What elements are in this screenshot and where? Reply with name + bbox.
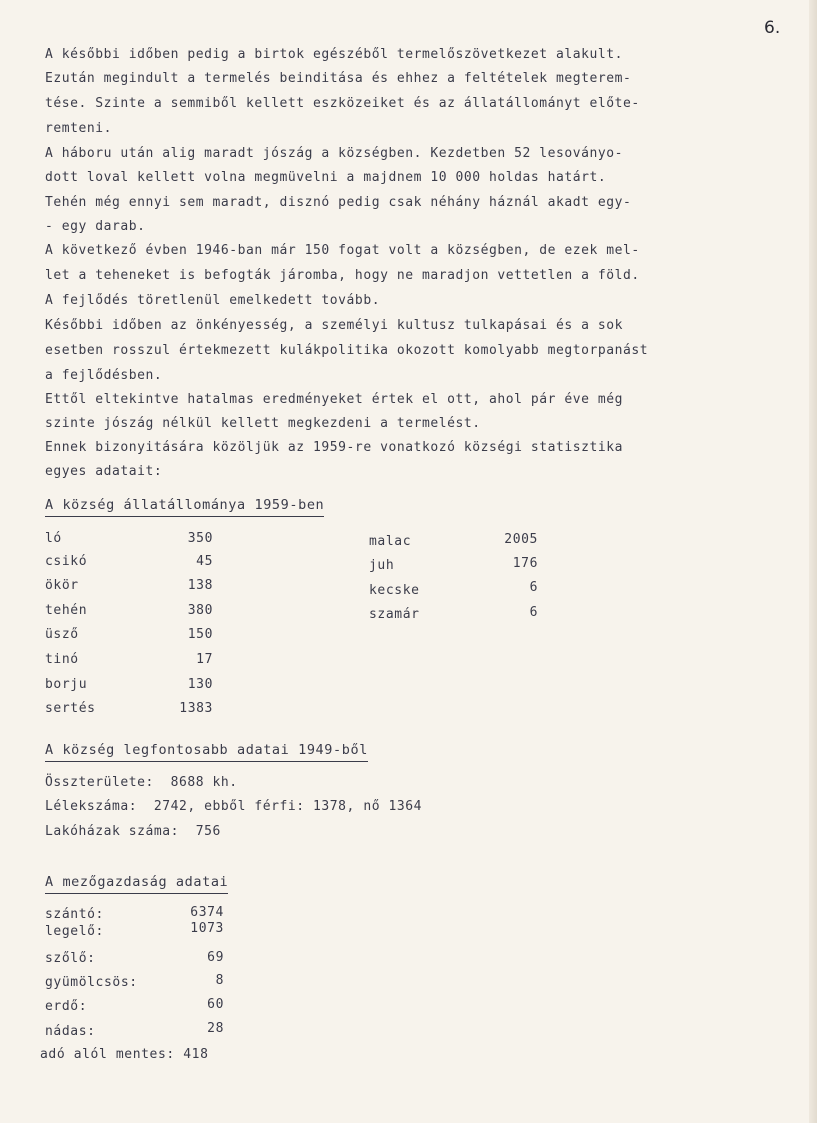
text-line: let a teheneket is befogták járomba, hogy ne maradjon vettetlen a föld.: [45, 268, 640, 283]
tax-exempt-line: adó alól mentes: 418: [40, 1047, 209, 1062]
text-line: A fejlődés töretlenül emelkedett tovább.: [45, 293, 381, 308]
page-edge-shadow: [809, 0, 817, 1123]
page-number: 6.: [764, 18, 781, 38]
livestock-name: szamár: [369, 607, 420, 622]
text-line: Tehén még ennyi sem maradt, disznó pedig csak néhány háznál akadt egy-: [45, 195, 632, 210]
village-stat-line: Összterülete: 8688 kh.: [45, 775, 238, 790]
livestock-value: 45: [196, 554, 213, 569]
livestock-value: 350: [187, 531, 213, 546]
agriculture-name: erdő:: [45, 999, 88, 1014]
livestock-name: juh: [369, 558, 395, 573]
text-line: szinte jószág nélkül kellett megkezdeni a termelést.: [45, 416, 481, 431]
livestock-name: sertés: [45, 701, 96, 716]
text-line: A későbbi időben pedig a birtok egészéből termelőszövetkezet alakult.: [45, 47, 623, 62]
livestock-name: csikó: [45, 554, 88, 569]
livestock-value: 130: [187, 677, 213, 692]
village-stat-line: Lakóházak száma: 756: [45, 824, 221, 839]
text-line: tése. Szinte a semmiből kellett eszközeiket és az állatállományt előte-: [45, 96, 640, 111]
livestock-value: 176: [512, 556, 538, 571]
agriculture-name: nádas:: [45, 1024, 96, 1039]
text-line: esetben rosszul értekmezett kulákpolitika okozott komolyabb megtorpanást: [45, 343, 649, 358]
livestock-value: 6: [529, 580, 538, 595]
livestock-name: malac: [369, 534, 412, 549]
agriculture-value: 8: [215, 973, 224, 988]
agriculture-value: 69: [207, 950, 224, 965]
livestock-value: 6: [529, 605, 538, 620]
text-line: A következő évben 1946-ban már 150 fogat volt a községben, de ezek mel-: [45, 243, 640, 258]
livestock-value: 2005: [504, 532, 538, 547]
agriculture-value: 1073: [190, 921, 224, 936]
livestock-value: 138: [187, 578, 213, 593]
text-line: A háboru után alig maradt jószág a községben. Kezdetben 52 lesoványo-: [45, 146, 623, 161]
livestock-value: 380: [187, 603, 213, 618]
livestock-name: kecske: [369, 583, 420, 598]
livestock-value: 17: [196, 652, 213, 667]
livestock-heading: A község állatállománya 1959-ben: [45, 497, 324, 517]
text-line: Későbbi időben az önkényesség, a személyi kultusz tulkapásai és a sok: [45, 318, 623, 333]
livestock-name: borju: [45, 677, 88, 692]
livestock-name: ökör: [45, 578, 79, 593]
agriculture-name: szőlő:: [45, 951, 96, 966]
text-line: - egy darab.: [45, 219, 146, 234]
village-stat-line: Lélekszáma: 2742, ebből férfi: 1378, nő 1364: [45, 799, 422, 814]
agriculture-value: 6374: [190, 905, 224, 920]
agriculture-value: 60: [207, 997, 224, 1012]
text-line: Ezután megindult a termelés beinditása és ehhez a feltételek megterem-: [45, 71, 632, 86]
text-line: remteni.: [45, 121, 113, 136]
agriculture-name: gyümölcsös:: [45, 975, 138, 990]
livestock-name: ló: [45, 531, 62, 546]
agriculture-heading: A mezőgazdaság adatai: [45, 874, 228, 894]
livestock-name: tinó: [45, 652, 79, 667]
text-line: dott loval kellett volna megmüvelni a majdnem 10 000 holdas határt.: [45, 170, 607, 185]
agriculture-name: szántó:: [45, 907, 104, 922]
text-line: Ettől eltekintve hatalmas eredményeket értek el ott, ahol pár éve még: [45, 392, 623, 407]
livestock-value: 150: [187, 627, 213, 642]
livestock-name: tehén: [45, 603, 88, 618]
text-line: egyes adatait:: [45, 464, 163, 479]
livestock-name: üsző: [45, 627, 79, 642]
agriculture-name: legelő:: [45, 924, 104, 939]
livestock-value: 1383: [179, 701, 213, 716]
village-1949-heading: A község legfontosabb adatai 1949-ből: [45, 742, 368, 762]
text-line: a fejlődésben.: [45, 368, 163, 383]
agriculture-value: 28: [207, 1021, 224, 1036]
text-line: Ennek bizonyitására közöljük az 1959-re vonatkozó községi statisztika: [45, 440, 623, 455]
